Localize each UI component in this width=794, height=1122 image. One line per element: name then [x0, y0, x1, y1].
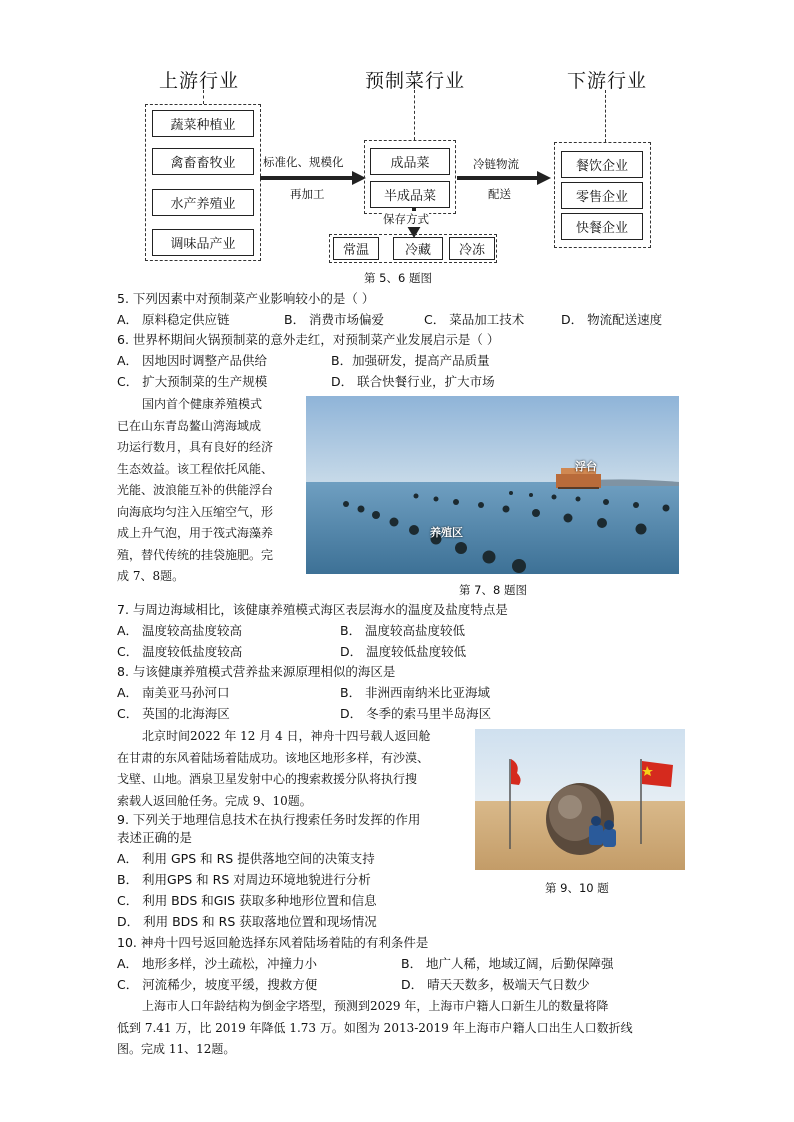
- question-5-option-c: C． 菜品加工技术: [424, 312, 525, 327]
- question-6-option-a: A． 因地因时调整产品供给: [117, 353, 268, 368]
- question-6-option-c: C． 扩大预制菜的生产规模: [117, 374, 268, 389]
- capsule-photo: [475, 729, 685, 870]
- storage-item: 冷藏: [393, 237, 443, 260]
- logistics-label: 冷链物流: [473, 157, 519, 171]
- photo-caption-9-10: 第 9、10 题: [545, 881, 609, 895]
- question-9-stem-2: 表述正确的是: [117, 830, 193, 845]
- midstream-connector: [414, 90, 415, 140]
- process-label: 标准化、规模化: [263, 155, 344, 169]
- downstream-item: 零售企业: [561, 182, 643, 209]
- sea-farm-photo: [306, 396, 679, 574]
- question-9-option-b: B． 利用GPS 和 RS 对周边环境地貌进行分析: [117, 872, 371, 887]
- upstream-item: 调味品产业: [152, 229, 254, 256]
- mid-item-finished: 成品菜: [370, 148, 450, 175]
- mid-item-semi: 半成品菜: [370, 181, 450, 208]
- upstream-title: 上游行业: [159, 70, 240, 92]
- question-5-option-b: B． 消费市场偏爱: [284, 312, 385, 327]
- question-5-stem: 5. 下列因素中对预制菜产业影响较小的是（ ）: [117, 291, 375, 306]
- upstream-connector: [203, 90, 204, 104]
- question-5-option-d: D． 物流配送速度: [561, 312, 663, 327]
- question-7-option-a: A． 温度较高盐度较高: [117, 623, 243, 638]
- question-10-option-d: D． 晴天天数多，极端天气日数少: [401, 977, 590, 992]
- question-9-option-d: D． 利用 BDS 和 RS 获取落地位置和现场情况: [117, 914, 377, 929]
- upstream-item: 禽畜畜牧业: [152, 148, 254, 175]
- passage-line: 北京时间2022 年 12 月 4 日，神舟十四号载人返回舱: [142, 729, 431, 743]
- diagram-caption: 第 5、6 题图: [364, 271, 432, 285]
- question-10-option-c: C． 河流稀少，坡度平缓，搜救方便: [117, 977, 318, 992]
- passage-line: 低到 7.41 万，比 2019 年降低 1.73 万。如图为 2013-2019 年上海市户籍人口出生人口数折线: [117, 1020, 633, 1035]
- question-7-option-b: B． 温度较高盐度较低: [340, 623, 466, 638]
- question-10-option-b: B． 地广人稀，地域辽阔，后勤保障强: [401, 956, 614, 971]
- passage-7-8: [117, 394, 273, 588]
- upstream-item: 水产养殖业: [152, 189, 254, 216]
- passage-line: 殖，替代传统的挂袋施肥。完: [117, 547, 274, 562]
- storage-item: 常温: [333, 237, 379, 260]
- passage-line: 光能、波浪能互补的供能浮台: [117, 483, 274, 497]
- passage-11-12: [117, 996, 633, 1061]
- passage-line: 功运行数月，具有良好的经济: [117, 440, 274, 454]
- passage-line: 向海底均匀注入压缩空气，形: [117, 504, 274, 519]
- photo-label-area: 养殖区: [430, 526, 463, 539]
- question-6-stem: 6. 世界杯期间火锅预制菜的意外走红，对预制菜产业发展启示是（ ）: [117, 332, 500, 347]
- passage-line: 国内首个健康养殖模式: [142, 397, 263, 411]
- question-8-option-c: C． 英国的北海海区: [117, 706, 230, 721]
- question-10-option-a: A． 地形多样，沙土疏松，冲撞力小: [117, 956, 318, 971]
- passage-line: 成上升气泡，用于筏式海藻养: [117, 526, 274, 540]
- question-7-option-d: D． 温度较低盐度较低: [340, 644, 467, 659]
- logistics-label-2: 配送: [488, 187, 511, 201]
- question-7-option-c: C． 温度较低盐度较高: [117, 644, 243, 659]
- question-7-stem: 7. 与周边海域相比，该健康养殖模式海区表层海水的温度及盐度特点是: [117, 602, 508, 617]
- question-8-option-b: B． 非洲西南纳米比亚海域: [340, 685, 491, 700]
- question-9-stem: 9. 下列关于地理信息技术在执行搜索任务时发挥的作用: [117, 812, 421, 827]
- process-arrow: [258, 168, 368, 188]
- question-6-option-b: B．加强研发，提高产品质量: [331, 353, 490, 368]
- question-6-option-d: D． 联合快餐行业，扩大市场: [331, 374, 495, 389]
- storage-item: 冷冻: [449, 237, 495, 260]
- passage-line: 已在山东青岛鳌山湾海域成: [117, 418, 262, 433]
- passage-line: 生态效益。该工程依托风能、: [117, 461, 274, 476]
- passage-line: 索载人返回舱任务。完成 9、10题。: [117, 793, 312, 808]
- question-9-option-c: C． 利用 BDS 和GIS 获取多种地形位置和信息: [117, 893, 377, 908]
- question-8-option-a: A． 南美亚马孙河口: [117, 685, 230, 700]
- downstream-item: 快餐企业: [561, 213, 643, 240]
- downstream-connector: [605, 90, 606, 142]
- passage-line: 上海市人口年龄结构为倒金字塔型，预测到2029 年，上海市户籍人口新生儿的数量将降: [142, 999, 609, 1013]
- question-8-stem: 8. 与该健康养殖模式营养盐来源原理相似的海区是: [117, 664, 396, 679]
- question-10-stem: 10. 神舟十四号返回舱选择东风着陆场着陆的有利条件是: [117, 935, 429, 950]
- downstream-title: 下游行业: [567, 70, 648, 92]
- photo-label-platform: 浮台: [575, 460, 597, 473]
- passage-line: 在甘肃的东风着陆场着陆成功。该地区地形多样，有沙漠、: [117, 750, 430, 765]
- passage-line: 戈壁、山地。酒泉卫星发射中心的搜索救援分队将执行搜: [117, 772, 418, 786]
- passage-9-10: [117, 726, 431, 812]
- process-label-2: 再加工: [290, 187, 325, 201]
- upstream-item: 蔬菜种植业: [152, 110, 254, 137]
- storage-label: 保存方式: [383, 212, 429, 226]
- photo-caption-7-8: 第 7、8 题图: [459, 583, 527, 597]
- question-9-option-a: A． 利用 GPS 和 RS 提供落地空间的决策支持: [117, 851, 375, 866]
- midstream-title: 预制菜行业: [365, 70, 466, 92]
- downstream-item: 餐饮企业: [561, 151, 643, 178]
- question-8-option-d: D． 冬季的索马里半岛海区: [340, 706, 492, 721]
- passage-line: 成 7、8题。: [117, 569, 185, 583]
- passage-line: 图。完成 11、12题。: [117, 1042, 236, 1056]
- question-5-option-a: A． 原料稳定供应链: [117, 312, 230, 327]
